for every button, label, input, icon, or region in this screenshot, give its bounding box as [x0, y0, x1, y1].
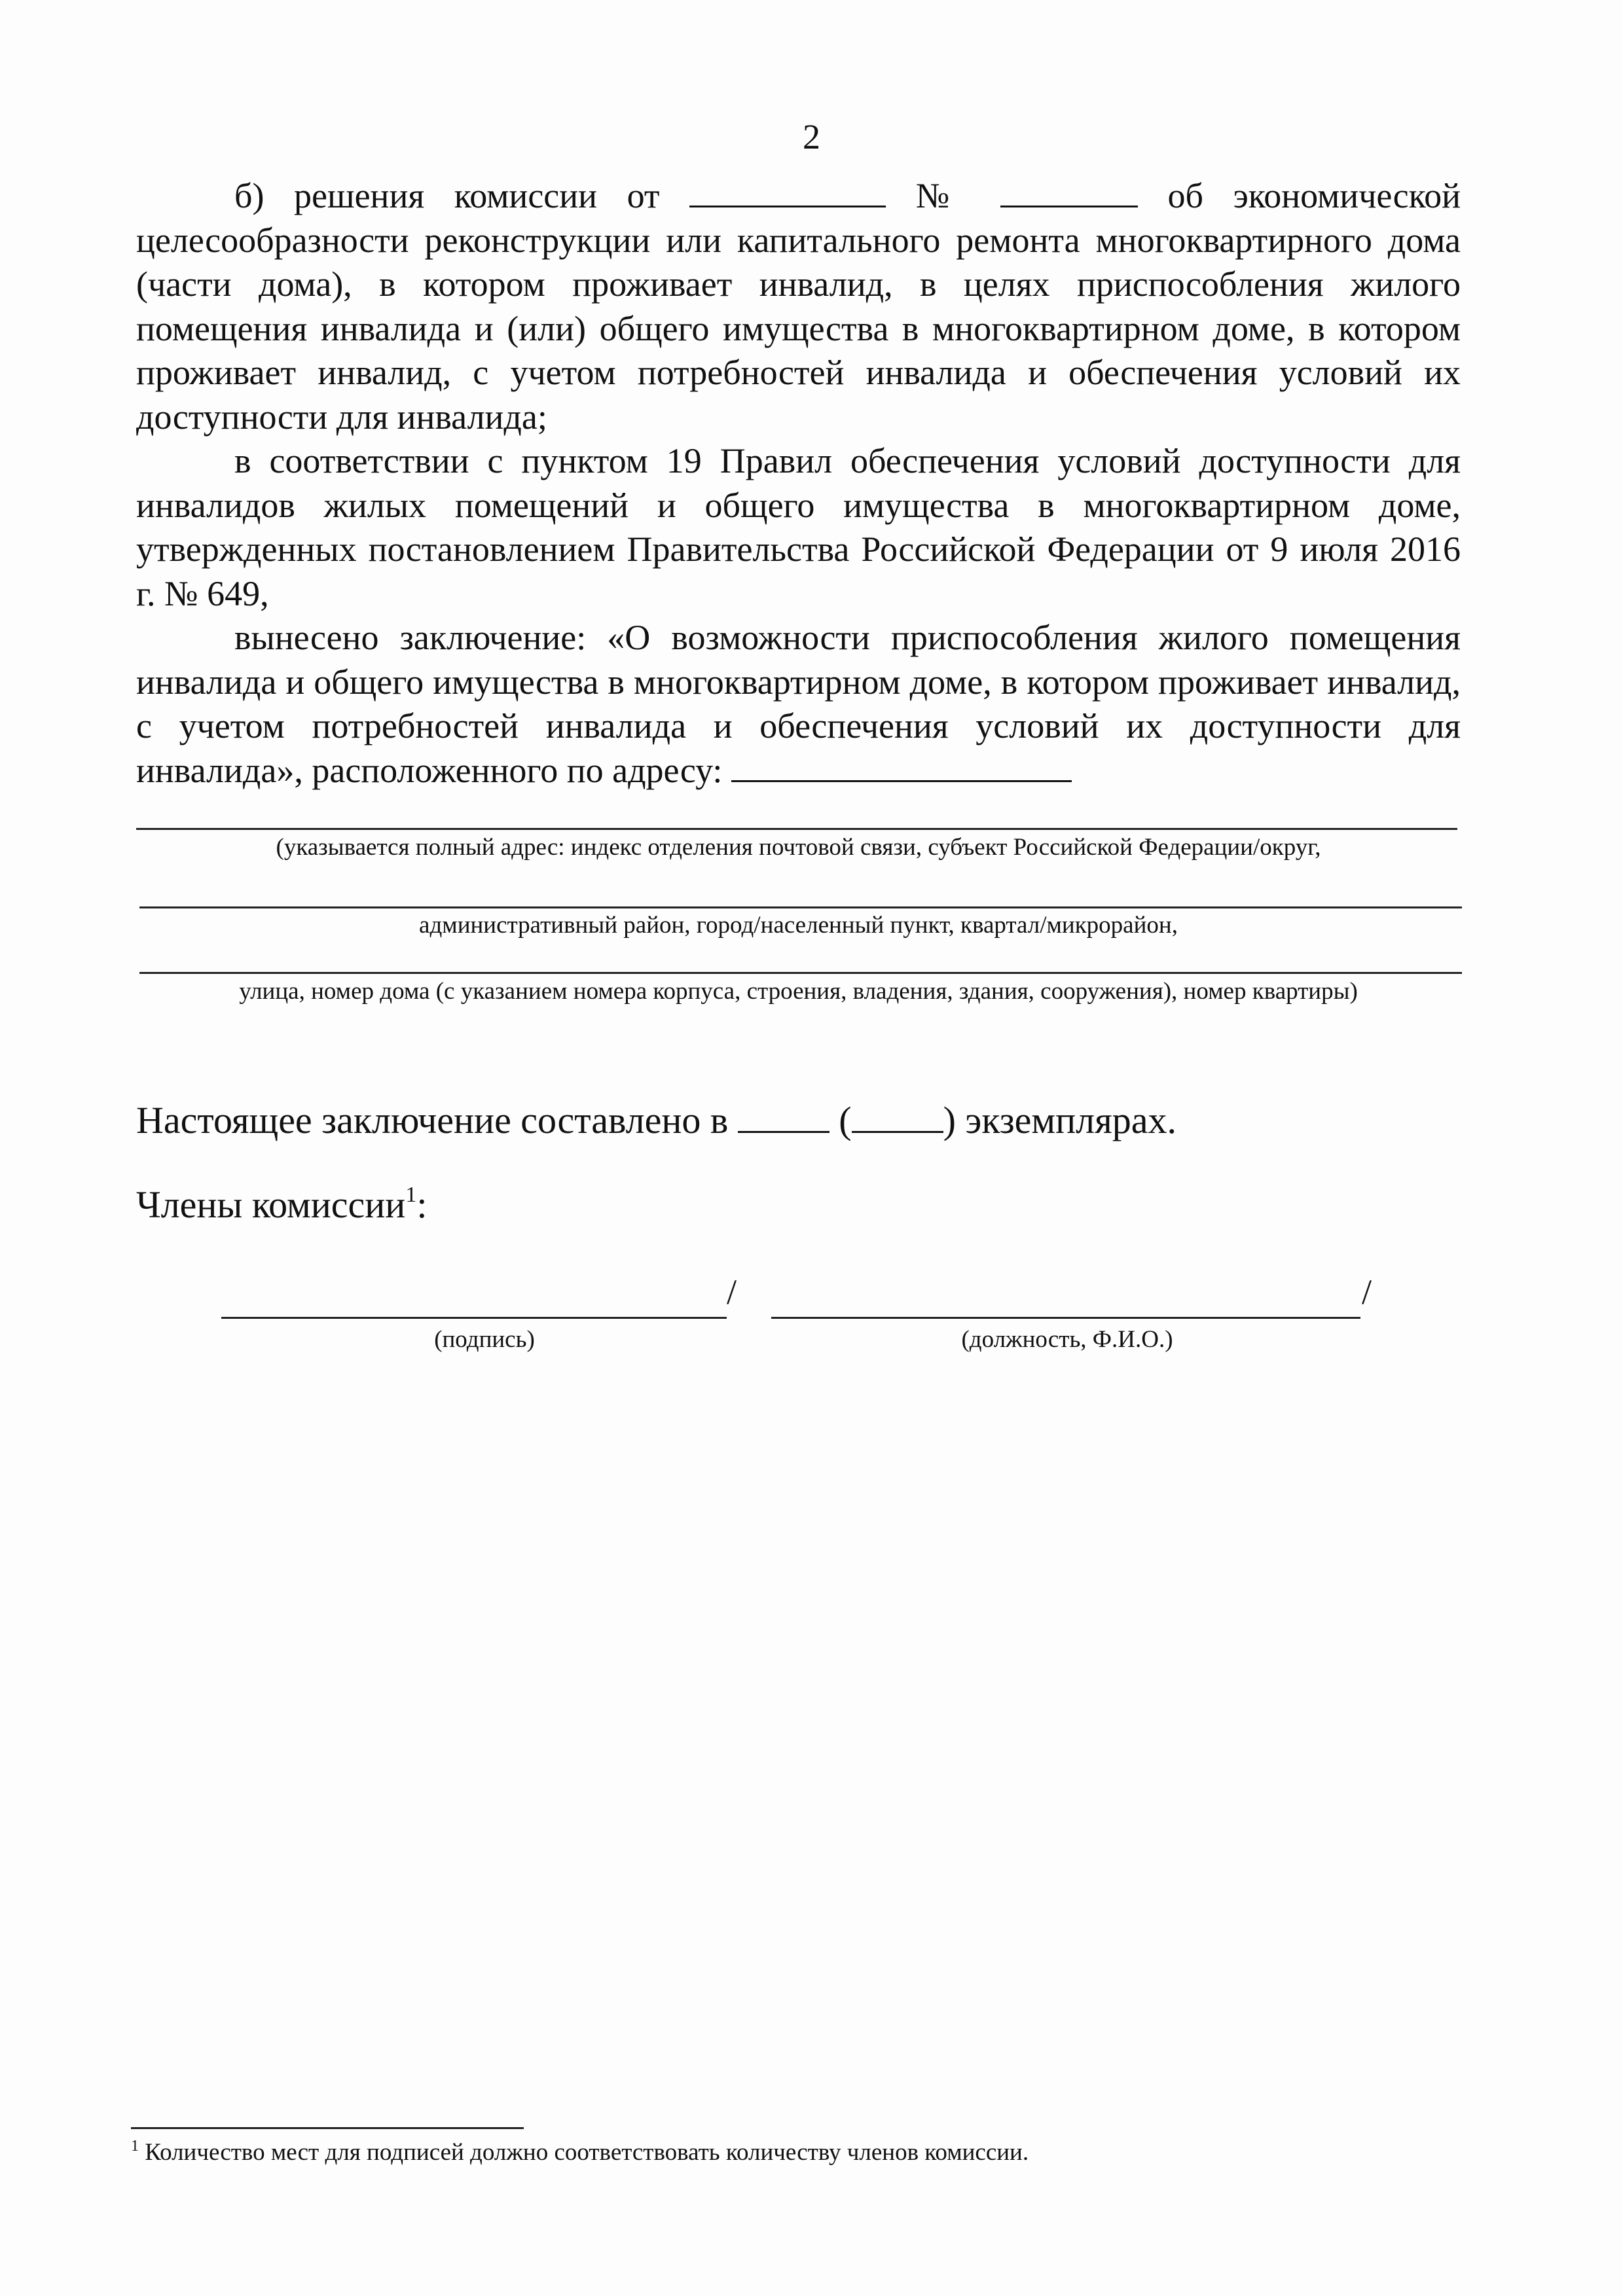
signature-caption: (подпись) [434, 1326, 535, 1353]
signature-separator-1: / [727, 1272, 737, 1312]
copies-count-words-blank[interactable] [852, 1102, 943, 1133]
conclusion-text: вынесено заключение: «О возможности приспособления жилого помещения инвалида и общего имущества в многоквартирном доме, в котором проживает инвалид, с учетом потребностей инвалида и обеспечения условий их доступности для инвалида», расположенного по адресу: [136, 618, 1461, 790]
footnote-reference: 1 [405, 1183, 417, 1207]
address-blank[interactable] [731, 754, 1072, 782]
copies-prefix: Настоящее заключение составлено в [136, 1099, 729, 1141]
footnote-separator [131, 2127, 524, 2129]
address-line-3[interactable] [139, 972, 1462, 974]
document-body [136, 174, 1461, 793]
decision-suffix: об экономической целесообразности реконструкции или капитального ремонта многоквартирного дома (части дома), в котором проживает инвалид, в целях приспособления жилого помещения инвалида и (или) общего имущества в многоквартирном доме, в котором проживает инвалид, с учетом потребностей инвалида и обеспечения условий их доступности для инвалида; [136, 176, 1461, 437]
commission-members-label [136, 1181, 427, 1229]
address-line-2[interactable] [139, 906, 1462, 908]
members-label: Члены комиссии [136, 1183, 406, 1226]
decision-number-blank[interactable] [1000, 179, 1138, 207]
copies-paren-open: ( [839, 1099, 852, 1141]
address-caption-1: (указывается полный адрес: индекс отделения почтовой связи, субъект Российской Федерации/округ, [276, 834, 1321, 861]
decision-prefix: б) решения комиссии от [234, 176, 660, 215]
signature-separator-2: / [1362, 1272, 1372, 1312]
position-name-caption: (должность, Ф.И.О.) [961, 1326, 1173, 1353]
paragraph-commission-decision [136, 174, 1461, 439]
signature-line[interactable] [221, 1317, 727, 1319]
footnote-mark: 1 [131, 2138, 139, 2155]
address-caption-2: административный район, город/населенный пункт, квартал/микрорайон, [419, 912, 1178, 939]
footnote [131, 2138, 1460, 2167]
address-line-1[interactable] [136, 828, 1457, 830]
page-number: 2 [803, 117, 820, 156]
members-colon: : [416, 1183, 428, 1226]
number-sign: № [915, 176, 971, 215]
address-caption-3: улица, номер дома (с указанием номера корпуса, строения, владения, здания, сооружения), номер квартиры) [239, 978, 1358, 1005]
paragraph-rules-reference: в соответствии с пунктом 19 Правил обеспечения условий доступности для инвалидов жилых помещений и общего имущества в многоквартирном доме, утвержденных постановлением Правительства Российской Федерации от 9 июля 2016 г. № 649, [136, 441, 1461, 613]
paragraph-conclusion [136, 616, 1461, 793]
copies-count-blank[interactable] [738, 1102, 830, 1133]
copies-suffix: ) экземплярах. [943, 1099, 1176, 1141]
decision-date-blank[interactable] [689, 179, 886, 207]
copies-statement [136, 1097, 1461, 1144]
position-name-line[interactable] [771, 1317, 1360, 1319]
footnote-text: Количество мест для подписей должно соответствовать количеству членов комиссии. [145, 2139, 1029, 2166]
